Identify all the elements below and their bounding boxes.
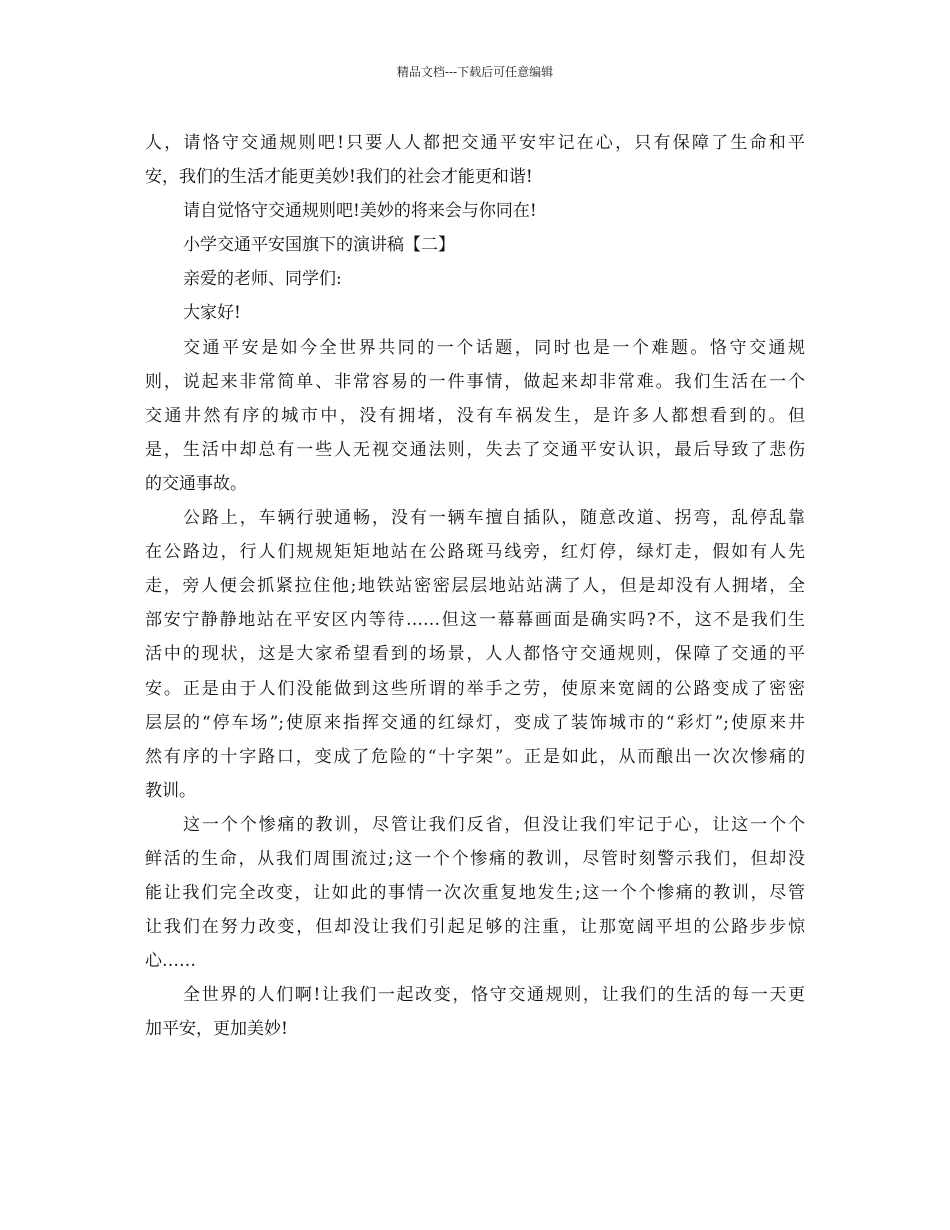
text-line: 这一个个惨痛的教训，尽管让我们反省，但没让我们牢记于心，让这一个个: [183, 814, 805, 835]
text-line: 是，生活中却总有一些人无视交通法则，失去了交通平安认识，最后导致了悲伤: [145, 439, 805, 460]
text-line: 教训。: [145, 780, 196, 801]
text-line: 鲜活的生命，从我们周围流过;这一个个惨痛的教训，尽管时刻警示我们，但却没: [145, 848, 805, 869]
text-line: 活中的现状，这是大家希望看到的场景，人人都恪守交通规则，保障了交通的平: [145, 644, 805, 665]
text-line: 安。正是由于人们没能做到这些所谓的举手之劳，使原来宽阔的公路变成了密密: [145, 678, 805, 699]
text-line: 交通井然有序的城市中，没有拥堵，没有车祸发生，是许多人都想看到的。但: [145, 405, 805, 426]
text-line: 安，我们的生活才能更美妙!我们的社会才能更和谐!: [145, 167, 533, 188]
text-line: 加平安，更加美妙!: [145, 1019, 288, 1040]
text-line: 人，请恪守交通规则吧!只要人人都把交通平安牢记在心，只有保障了生命和平: [145, 133, 805, 153]
text-line: 则，说起来非常简单、非常容易的一件事情，做起来却非常难。我们生活在一个: [145, 371, 805, 392]
document-body: [145, 126, 805, 1047]
text-line: 全世界的人们啊!让我们一起改变，恪守交通规则，让我们的生活的每一天更: [183, 985, 805, 1006]
text-line: 心……: [145, 951, 196, 972]
text-line: 能让我们完全改变，让如此的事情一次次重复地发生;这一个个惨痛的教训，尽管: [145, 883, 805, 904]
page-header: 精品文档---下载后可任意编辑: [396, 65, 554, 79]
text-line: 层层的“停车场”;使原来指挥交通的红绿灯，变成了装饰城市的“彩灯”;使原来井: [145, 712, 805, 733]
text-line: 然有序的十字路口，变成了危险的“十字架”。正是如此，从而酿出一次次惨痛的: [145, 746, 805, 767]
text-line: 让我们在努力改变，但却没让我们引起足够的注重，让那宽阔平坦的公路步步惊: [145, 917, 805, 938]
text-line: 公路上，车辆行驶通畅，没有一辆车擅自插队，随意改道、拐弯，乱停乱靠: [183, 508, 805, 529]
text-line: 请自觉恪守交通规则吧!美妙的将来会与你同在!: [183, 201, 537, 222]
text-line: 在公路边，行人们规规矩矩地站在公路斑马线旁，红灯停，绿灯走，假如有人先: [145, 542, 805, 563]
text-line: 交通平安是如今全世界共同的一个话题，同时也是一个难题。恪守交通规: [183, 337, 805, 358]
text-line: 部安宁静静地站在平安区内等待……但这一幕幕画面是确实吗?不，这不是我们生: [145, 610, 805, 631]
salutation: 亲爱的老师、同学们:: [183, 269, 342, 290]
text-line: 走，旁人便会抓紧拉住他;地铁站密密层层地站站满了人，但是却没有人拥堵，全: [145, 576, 805, 597]
text-line: 的交通事故。: [145, 473, 247, 494]
greeting: 大家好!: [183, 303, 241, 324]
section-title: 小学交通平安国旗下的演讲稿【二】: [183, 235, 455, 256]
